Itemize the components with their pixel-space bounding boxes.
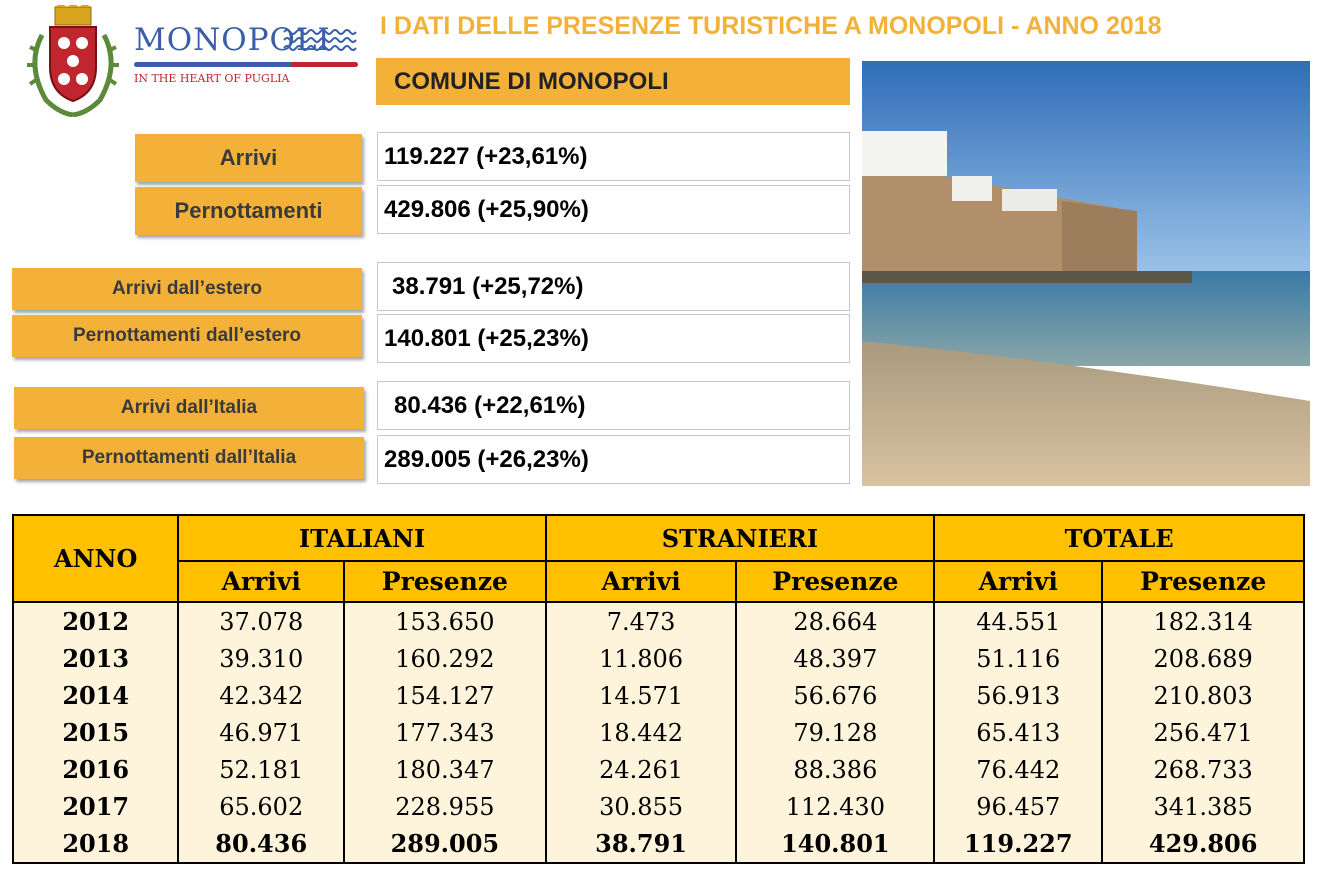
table-cell: 210.803 (1102, 677, 1304, 714)
table-cell: 30.855 (546, 788, 737, 825)
label-arrivi-estero: Arrivi dall’estero (12, 268, 362, 310)
table-cell: 38.791 (546, 825, 737, 863)
table-row (13, 677, 1304, 714)
table-row (13, 788, 1304, 825)
table-cell: 7.473 (546, 602, 737, 640)
table-cell-year: 2017 (13, 788, 178, 825)
table-cell: 48.397 (736, 640, 934, 677)
logo-stripe (134, 62, 358, 67)
table-cell: 228.955 (344, 788, 546, 825)
table-cell-year: 2014 (13, 677, 178, 714)
table-cell: 79.128 (736, 714, 934, 751)
table-cell: 37.078 (178, 602, 344, 640)
table-cell: 153.650 (344, 602, 546, 640)
logo-waves-icon (282, 26, 362, 65)
value-pernottamenti: 429.806 (+25,90%) (377, 185, 850, 234)
table-row (13, 714, 1304, 751)
table-cell: 96.457 (934, 788, 1102, 825)
table-cell: 44.551 (934, 602, 1102, 640)
table-row (13, 751, 1304, 788)
value-arrivi-estero: 38.791 (+25,72%) (377, 262, 850, 311)
table-subheader: Arrivi (178, 561, 344, 602)
table-cell: 88.386 (736, 751, 934, 788)
table-cell: 24.261 (546, 751, 737, 788)
table-cell-year: 2016 (13, 751, 178, 788)
page-title: I DATI DELLE PRESENZE TURISTICHE A MONOPOLI - ANNO 2018 (380, 12, 1162, 40)
table-cell: 14.571 (546, 677, 737, 714)
table-row (13, 640, 1304, 677)
table-cell: 18.442 (546, 714, 737, 751)
value-pernottamenti-estero: 140.801 (+25,23%) (377, 314, 850, 363)
value-arrivi: 119.227 (+23,61%) (377, 132, 850, 181)
table-header-italiani: ITALIANI (178, 515, 545, 561)
table-cell-year: 2013 (13, 640, 178, 677)
monopoli-logo (134, 22, 364, 97)
label-pernottamenti-italia: Pernottamenti dall’Italia (14, 437, 364, 479)
table-cell: 65.413 (934, 714, 1102, 751)
table-subheader: Arrivi (546, 561, 737, 602)
label-arrivi: Arrivi (135, 134, 362, 182)
label-arrivi-italia: Arrivi dall’Italia (14, 387, 364, 429)
table-cell: 341.385 (1102, 788, 1304, 825)
table-cell: 429.806 (1102, 825, 1304, 863)
table-header-anno: ANNO (13, 515, 178, 602)
table-cell: 154.127 (344, 677, 546, 714)
table-cell: 39.310 (178, 640, 344, 677)
logo-text: MONOPOLI (134, 22, 331, 58)
comune-banner: COMUNE DI MONOPOLI (376, 58, 850, 105)
table-cell: 28.664 (736, 602, 934, 640)
table-cell: 51.116 (934, 640, 1102, 677)
table-cell: 160.292 (344, 640, 546, 677)
table-header-totale: TOTALE (934, 515, 1304, 561)
table-cell-year: 2015 (13, 714, 178, 751)
table-row (13, 825, 1304, 863)
table-cell: 56.913 (934, 677, 1102, 714)
table-cell: 56.676 (736, 677, 934, 714)
table-cell: 289.005 (344, 825, 546, 863)
value-arrivi-italia: 80.436 (+22,61%) (377, 381, 850, 430)
table-cell: 182.314 (1102, 602, 1304, 640)
table-cell: 11.806 (546, 640, 737, 677)
tourism-data-table (12, 514, 1305, 864)
table-header-stranieri: STRANIERI (546, 515, 935, 561)
table-subheader: Arrivi (934, 561, 1102, 602)
table-row (13, 602, 1304, 640)
table-cell: 177.343 (344, 714, 546, 751)
table-cell: 180.347 (344, 751, 546, 788)
label-pernottamenti: Pernottamenti (135, 187, 362, 235)
table-cell: 140.801 (736, 825, 934, 863)
table-cell: 80.436 (178, 825, 344, 863)
table-cell: 52.181 (178, 751, 344, 788)
table-cell-year: 2018 (13, 825, 178, 863)
table-subheader: Presenze (736, 561, 934, 602)
city-crest-icon (24, 5, 122, 117)
monopoli-seafront-photo (862, 61, 1310, 486)
table-cell: 76.442 (934, 751, 1102, 788)
table-cell: 208.689 (1102, 640, 1304, 677)
table-cell: 119.227 (934, 825, 1102, 863)
table-subheader: Presenze (344, 561, 546, 602)
table-cell-year: 2012 (13, 602, 178, 640)
table-cell: 256.471 (1102, 714, 1304, 751)
table-cell: 112.430 (736, 788, 934, 825)
table-cell: 46.971 (178, 714, 344, 751)
table-cell: 268.733 (1102, 751, 1304, 788)
table-cell: 42.342 (178, 677, 344, 714)
table-cell: 65.602 (178, 788, 344, 825)
table-subheader: Presenze (1102, 561, 1304, 602)
logo-subtitle: IN THE HEART OF PUGLIA (134, 72, 290, 85)
label-pernottamenti-estero: Pernottamenti dall’estero (12, 315, 362, 357)
value-pernottamenti-italia: 289.005 (+26,23%) (377, 435, 850, 484)
